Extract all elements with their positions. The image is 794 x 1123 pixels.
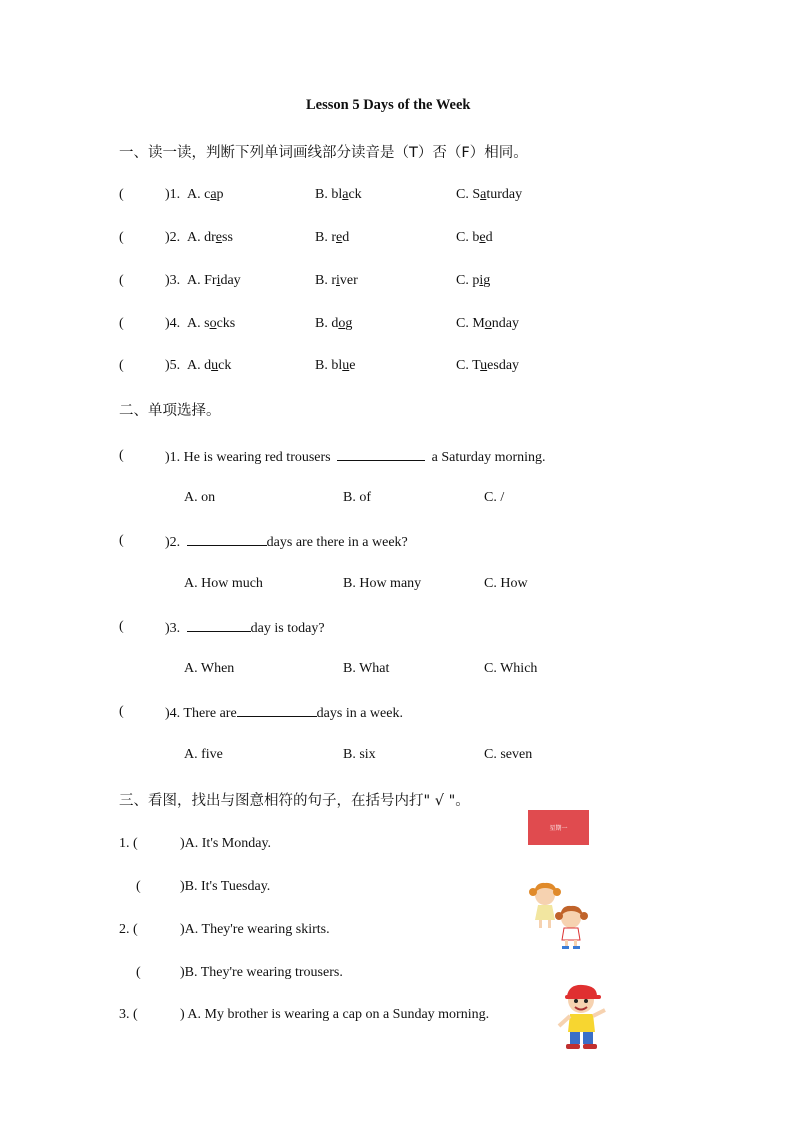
option-b[interactable]: B. What bbox=[343, 661, 390, 676]
question-2-1-text: )1. He is wearing red trousers a Saturday morning. bbox=[165, 450, 546, 465]
fill-blank[interactable] bbox=[337, 448, 425, 461]
option-a bbox=[187, 358, 231, 374]
word-part: C. T bbox=[456, 358, 481, 373]
question-3-3-a[interactable]: ) A. My brother is wearing a cap on a Sunday morning. bbox=[180, 1007, 490, 1022]
underlined-letters: e bbox=[336, 230, 343, 245]
word-part: g bbox=[345, 316, 353, 331]
question-2-3 bbox=[119, 619, 124, 635]
option-a bbox=[187, 230, 233, 246]
underlined-letters: e bbox=[479, 230, 486, 245]
question-number: )4. bbox=[165, 316, 181, 331]
word-part: p bbox=[216, 187, 224, 202]
option-c bbox=[456, 187, 522, 203]
option-b[interactable]: B. of bbox=[343, 490, 371, 505]
word-part: g bbox=[483, 273, 491, 288]
option-a[interactable]: A. five bbox=[184, 747, 223, 762]
question-2-4-text: )4. There are days in a week. bbox=[165, 706, 403, 721]
option-b bbox=[315, 230, 349, 246]
option-c[interactable]: C. seven bbox=[484, 747, 533, 762]
question-2-4 bbox=[119, 704, 124, 720]
word-part: B. d bbox=[315, 316, 339, 331]
word-part: A. d bbox=[187, 358, 212, 373]
fill-blank[interactable] bbox=[187, 619, 251, 632]
option-c bbox=[456, 316, 519, 332]
option-b bbox=[315, 316, 352, 332]
underlined-letters: u bbox=[480, 358, 488, 373]
section-3-heading: 三、看图，找出与图意相符的句子，在括号内打" √ "。 bbox=[119, 793, 470, 809]
answer-paren: ( bbox=[119, 448, 124, 463]
question-3-2-a[interactable]: )A. They're wearing skirts. bbox=[180, 922, 330, 937]
question-3-2-b[interactable]: )B. They're wearing trousers. bbox=[180, 965, 343, 980]
question-number: )1. bbox=[165, 187, 181, 202]
option-a bbox=[187, 273, 241, 289]
underlined-letters: a bbox=[210, 187, 217, 202]
word-part: C. p bbox=[456, 273, 480, 288]
question-number: )2. bbox=[165, 230, 181, 245]
option-c bbox=[456, 273, 490, 289]
word-part: ss bbox=[222, 230, 233, 245]
word-part: B. bl bbox=[315, 187, 343, 202]
word-part: B. r bbox=[315, 273, 336, 288]
question-2-3-text: )3. day is today? bbox=[165, 621, 325, 636]
question-number: )5. bbox=[165, 358, 181, 373]
option-c[interactable]: C. How bbox=[484, 576, 528, 591]
word-part: e bbox=[349, 358, 356, 373]
monday-picture: 星期一 bbox=[528, 810, 589, 845]
question-3-1-a[interactable]: )A. It's Monday. bbox=[180, 836, 272, 851]
section-2-heading: 二、单项选择。 bbox=[119, 403, 221, 419]
section-1-heading: 一、读一读，判断下列单词画线部分读音是（T）否（F）相同。 bbox=[119, 145, 528, 161]
word-part: d bbox=[485, 230, 493, 245]
question-2-2 bbox=[119, 533, 124, 549]
option-b bbox=[315, 187, 362, 203]
word-part: day bbox=[220, 273, 241, 288]
answer-paren: ( bbox=[119, 619, 124, 634]
underlined-letters: o bbox=[484, 316, 492, 331]
option-c bbox=[456, 230, 493, 246]
option-b bbox=[315, 358, 355, 374]
underlined-letters: i bbox=[336, 273, 340, 288]
word-part: ver bbox=[339, 273, 358, 288]
answer-paren: ( bbox=[119, 187, 124, 202]
underlined-letters: i bbox=[479, 273, 484, 288]
answer-paren: ( bbox=[119, 533, 124, 548]
option-a bbox=[187, 187, 224, 203]
underlined-letters: a bbox=[480, 187, 487, 202]
underlined-letters: o bbox=[338, 316, 346, 331]
word-part: C. S bbox=[456, 187, 481, 202]
word-part: esday bbox=[487, 358, 520, 373]
word-part: A. c bbox=[187, 187, 211, 202]
underlined-letters: u bbox=[342, 358, 350, 373]
question-3-3-num: 3. ( bbox=[119, 1007, 138, 1022]
boy-illustration bbox=[555, 980, 611, 1052]
answer-paren: ( bbox=[119, 358, 124, 373]
option-b[interactable]: B. six bbox=[343, 747, 376, 762]
word-part: C. M bbox=[456, 316, 485, 331]
word-part: nday bbox=[491, 316, 520, 331]
underlined-letters: a bbox=[342, 187, 349, 202]
option-b bbox=[315, 273, 358, 289]
option-a[interactable]: A. When bbox=[184, 661, 235, 676]
answer-paren: ( bbox=[119, 316, 124, 331]
fill-blank[interactable] bbox=[237, 704, 317, 717]
word-part: B. r bbox=[315, 230, 336, 245]
word-part: ck bbox=[348, 187, 362, 202]
question-number: )3. bbox=[165, 273, 181, 288]
question-3-1-b[interactable]: )B. It's Tuesday. bbox=[180, 879, 271, 894]
question-3-2-num: 2. ( bbox=[119, 922, 138, 937]
word-part: A. s bbox=[187, 316, 210, 331]
underlined-letters: u bbox=[211, 358, 219, 373]
fill-blank[interactable] bbox=[187, 533, 267, 546]
word-part: turday bbox=[486, 187, 523, 202]
answer-paren: ( bbox=[136, 879, 141, 894]
word-part: A. dr bbox=[187, 230, 216, 245]
girls-illustration bbox=[527, 880, 589, 950]
option-c[interactable]: C. Which bbox=[484, 661, 538, 676]
underlined-letters: e bbox=[215, 230, 222, 245]
answer-paren: ( bbox=[119, 230, 124, 245]
question-2-1 bbox=[119, 448, 124, 464]
word-part: cks bbox=[216, 316, 236, 331]
answer-paren: ( bbox=[136, 965, 141, 980]
question-2-2-text: )2. days are there in a week? bbox=[165, 535, 408, 550]
word-part: A. Fr bbox=[187, 273, 217, 288]
answer-paren: ( bbox=[119, 273, 124, 288]
underlined-letters: o bbox=[209, 316, 217, 331]
option-a[interactable]: A. How much bbox=[184, 576, 263, 591]
option-c bbox=[456, 358, 519, 374]
page-title: Lesson 5 Days of the Week bbox=[306, 97, 471, 113]
question-3-1-num: 1. ( bbox=[119, 836, 138, 851]
word-part: d bbox=[342, 230, 350, 245]
answer-paren: ( bbox=[119, 704, 124, 719]
option-a bbox=[187, 316, 235, 332]
option-c[interactable]: C. / bbox=[484, 490, 505, 505]
word-part: B. bl bbox=[315, 358, 343, 373]
option-b[interactable]: B. How many bbox=[343, 576, 422, 591]
word-part: ck bbox=[218, 358, 232, 373]
underlined-letters: i bbox=[216, 273, 221, 288]
word-part: C. b bbox=[456, 230, 480, 245]
option-a[interactable]: A. on bbox=[184, 490, 216, 505]
